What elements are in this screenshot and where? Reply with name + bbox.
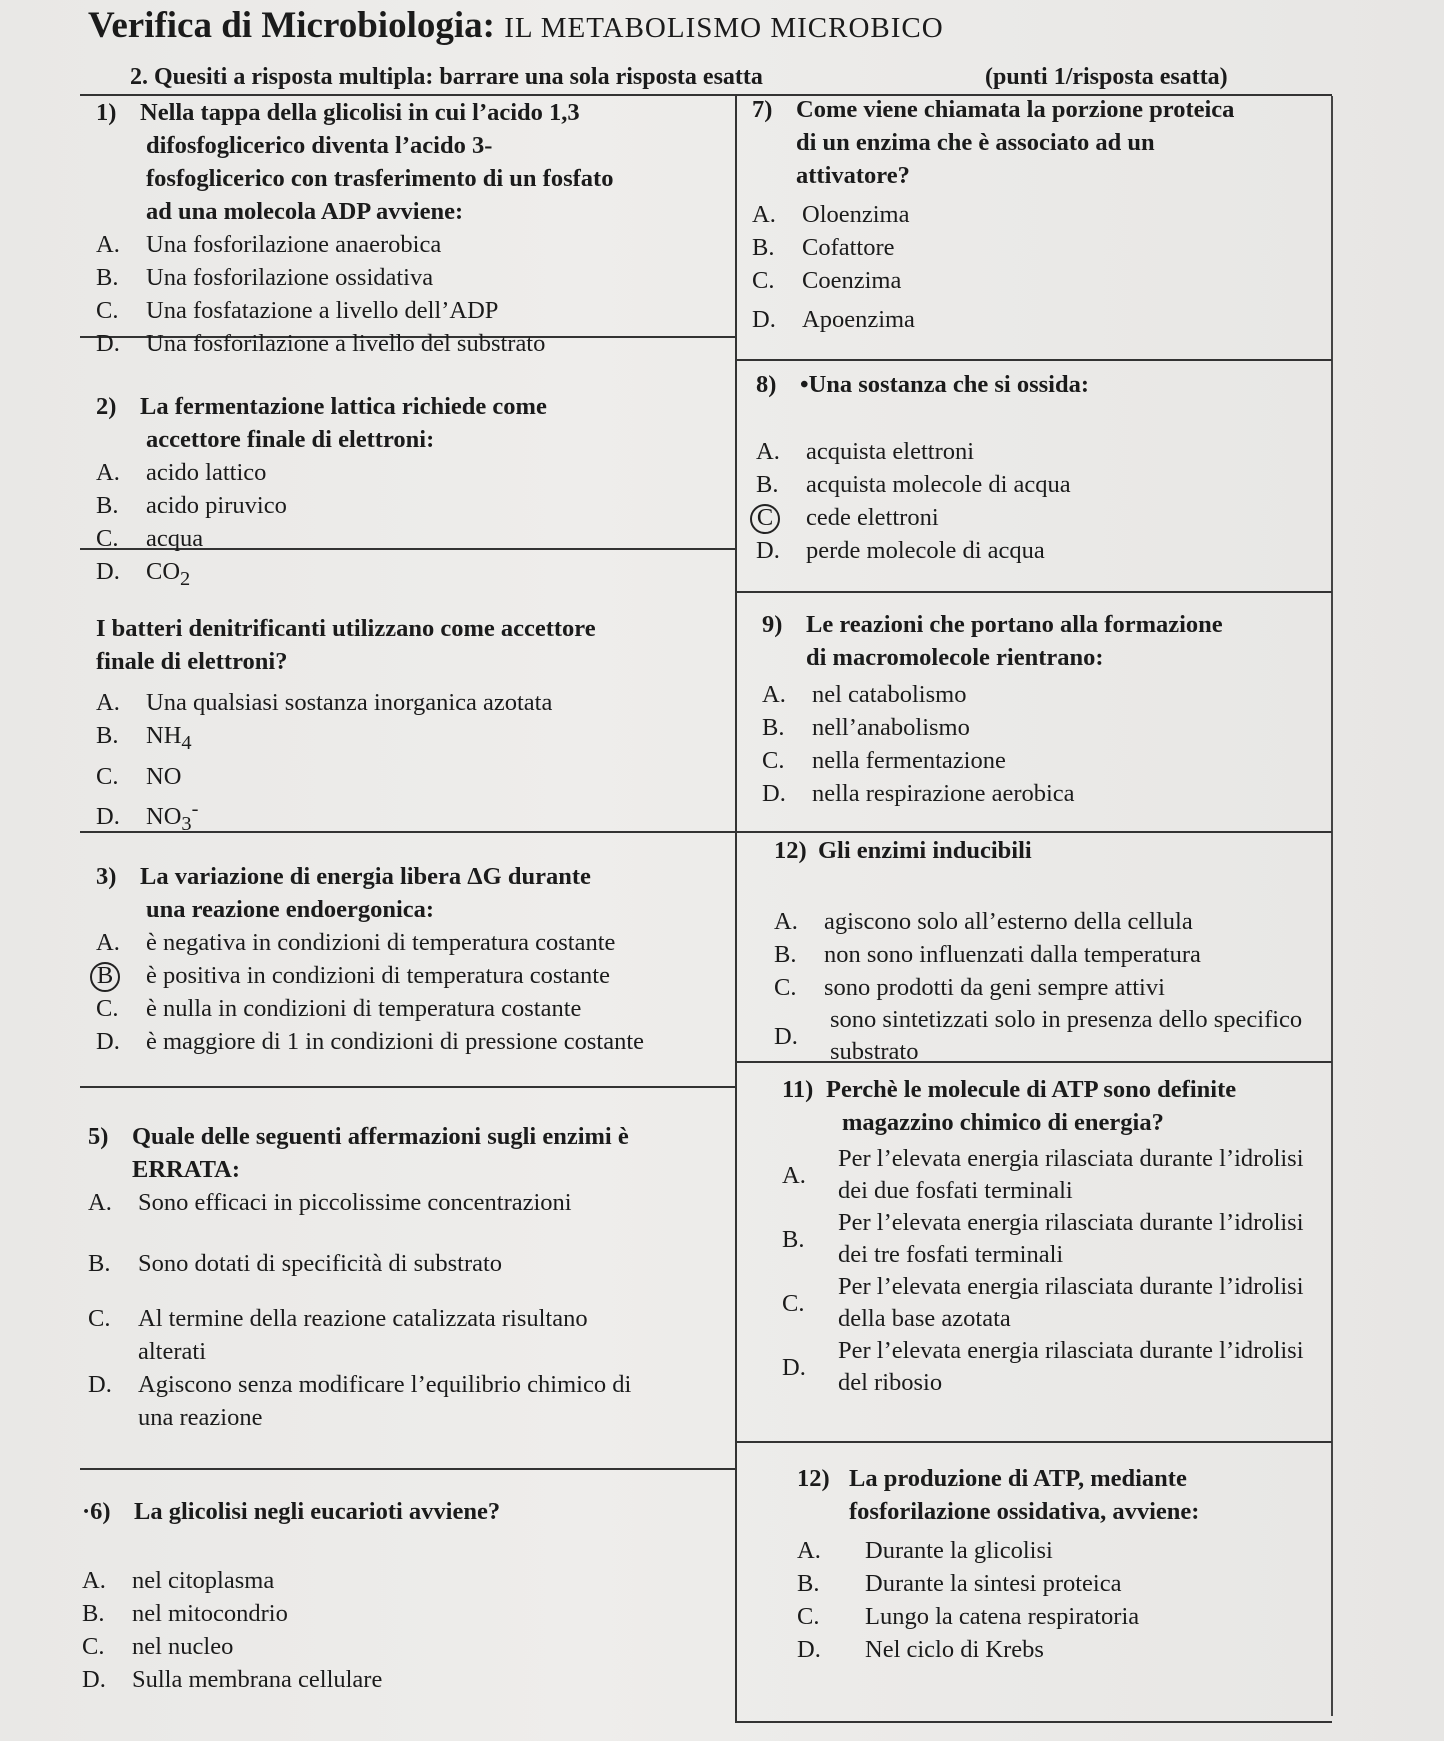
option-text: sono sintetizzati solo in presenza dello specifico <box>830 1006 1303 1033</box>
option-letter: D. <box>756 537 780 564</box>
row-divider <box>735 359 1332 361</box>
option-text-continued: una reazione <box>138 1404 263 1431</box>
answer-option-b[interactable] <box>774 938 1374 971</box>
question-12-atp <box>797 1462 1397 1666</box>
answer-option-d[interactable] <box>756 534 1336 567</box>
stem-line: fosforilazione ossidativa, avviene: <box>849 1498 1200 1525</box>
option-letter: D. <box>797 1636 821 1663</box>
stem-line: ad una molecola ADP avviene: <box>146 198 464 225</box>
answer-option-b[interactable] <box>797 1567 1397 1600</box>
option-letter: A. <box>782 1161 806 1189</box>
option-letter: B. <box>96 492 119 519</box>
question-number: 7) <box>752 96 773 123</box>
option-letter: A. <box>752 201 776 228</box>
answer-option-c[interactable] <box>762 744 1342 777</box>
row-divider <box>80 1086 737 1088</box>
option-letter: B. <box>82 1600 105 1627</box>
option-letter: D. <box>96 330 120 357</box>
question-3 <box>96 860 716 1058</box>
option-letter: C. <box>797 1603 820 1630</box>
option-text: Al termine della reazione catalizzata risultano <box>138 1305 588 1332</box>
question-number: 3) <box>96 863 117 890</box>
option-letter: A. <box>96 459 120 486</box>
option-letter: D. <box>96 803 120 831</box>
option-text: acqua <box>146 525 204 552</box>
option-text: Oloenzima <box>802 201 910 228</box>
answer-option-b-selected[interactable] <box>96 959 716 992</box>
answer-option-c[interactable] <box>96 992 716 1025</box>
option-text-continued: alterati <box>138 1338 207 1365</box>
answer-option-d[interactable] <box>82 1663 722 1696</box>
answer-option-b[interactable] <box>96 489 716 522</box>
option-text: Durante la sintesi proteica <box>865 1570 1122 1597</box>
row-divider <box>735 831 1332 833</box>
answer-option-b[interactable] <box>782 1207 1382 1271</box>
option-text: nella fermentazione <box>812 747 1006 774</box>
option-text: nell’anabolismo <box>812 714 970 741</box>
option-text: Sono efficaci in piccolissime concentrazioni <box>138 1189 572 1216</box>
option-text: perde molecole di acqua <box>806 537 1045 564</box>
option-letter: B. <box>96 722 119 749</box>
option-letter: D. <box>762 780 786 807</box>
question-stem <box>756 368 1336 401</box>
answer-option-c-selected[interactable] <box>756 501 1336 534</box>
stem-line: Quale delle seguenti affermazioni sugli enzimi è <box>132 1123 629 1150</box>
answer-option-b[interactable] <box>96 261 716 294</box>
option-text: acquista elettroni <box>806 438 975 465</box>
option-letter: A. <box>797 1537 821 1564</box>
option-text: NH <box>146 722 182 749</box>
row-divider <box>735 591 1332 593</box>
option-letter: D. <box>774 1022 798 1050</box>
stem-line: accettore finale di elettroni: <box>146 426 435 453</box>
option-text-continued: dei due fosfati terminali <box>838 1177 1073 1204</box>
option-text: Durante la glicolisi <box>865 1537 1053 1564</box>
answer-option-d[interactable] <box>797 1633 1397 1666</box>
question-stem <box>782 1073 1382 1139</box>
selected-answer-circle: B <box>90 962 120 992</box>
row-divider <box>80 1468 737 1470</box>
question-inducible-enzymes <box>774 834 1374 1068</box>
stem-line: Come viene chiamata la porzione proteica <box>796 96 1235 123</box>
option-text-continued: del ribosio <box>838 1369 943 1396</box>
row-divider <box>735 1441 1332 1443</box>
option-letter: D. <box>96 1028 120 1055</box>
option-text: Una fosfatazione a livello dell’ADP <box>146 297 499 324</box>
option-text: è nulla in condizioni di temperatura costante <box>146 995 582 1022</box>
section-instructions: 2. Quesiti a risposta multipla: barrare una sola risposta esatta <box>130 64 763 90</box>
row-divider <box>735 1721 1332 1723</box>
stem-line: magazzino chimico di energia? <box>842 1109 1164 1136</box>
question-stem <box>82 1495 722 1528</box>
question-stem <box>752 93 1332 192</box>
question-stem <box>96 860 716 926</box>
stem-line: Nella tappa della glicolisi in cui l’acido 1,3 <box>140 99 580 126</box>
option-text: acido piruvico <box>146 492 287 519</box>
option-letter: B. <box>752 234 775 261</box>
question-number: ·6) <box>82 1498 111 1525</box>
option-letter: A. <box>88 1189 112 1216</box>
option-letter: B. <box>88 1250 111 1277</box>
stem-line: I batteri denitrificanti utilizzano come accettore <box>96 615 596 642</box>
stem-line: una reazione endoergonica: <box>146 896 435 923</box>
option-letter: C. <box>82 1633 105 1660</box>
option-letter: C. <box>88 1305 111 1332</box>
option-text: nel citoplasma <box>132 1567 275 1594</box>
answer-option-c[interactable] <box>774 971 1374 1004</box>
option-letter: A. <box>96 689 120 716</box>
option-letter: B. <box>782 1225 805 1253</box>
subscript: 4 <box>181 731 192 754</box>
question-number: 1) <box>96 99 117 126</box>
answer-option-a[interactable] <box>96 456 716 489</box>
answer-option-c[interactable] <box>96 760 716 793</box>
option-text: Una fosforilazione a livello del substrato <box>146 330 546 357</box>
answer-option-c[interactable] <box>797 1600 1397 1633</box>
answer-option-b[interactable] <box>96 719 716 760</box>
answer-option-a[interactable] <box>82 1564 722 1597</box>
answer-option-d[interactable] <box>96 1025 716 1058</box>
option-text: Una fosforilazione anaerobica <box>146 231 442 258</box>
option-text: NO <box>146 803 182 831</box>
question-number: 12) <box>774 837 807 864</box>
option-text: Coenzima <box>802 267 902 294</box>
option-text: sono prodotti da geni sempre attivi <box>824 974 1165 1001</box>
stem-line: Gli enzimi inducibili <box>818 837 1032 864</box>
option-text: è maggiore di 1 in condizioni di pressione costante <box>146 1028 645 1055</box>
question-9 <box>762 608 1342 810</box>
option-text: Sulla membrana cellulare <box>132 1666 383 1693</box>
answer-option-c[interactable] <box>88 1302 728 1368</box>
option-text: Per l’elevata energia rilasciata durante l’idrolisi <box>838 1145 1304 1172</box>
stem-line: finale di elettroni? <box>96 648 288 675</box>
option-text: è positiva in condizioni di temperatura costante <box>146 962 610 989</box>
option-text: acquista molecole di acqua <box>806 471 1071 498</box>
option-letter: B. <box>96 264 119 291</box>
answer-option-d[interactable] <box>752 303 1332 336</box>
option-letter: D. <box>82 1666 106 1693</box>
question-7 <box>752 93 1332 336</box>
answer-option-d[interactable] <box>762 777 1342 810</box>
question-1 <box>96 96 716 360</box>
answer-option-b[interactable] <box>756 468 1336 501</box>
stem-line: fosfoglicerico con trasferimento di un fosfato <box>146 165 614 192</box>
answer-option-a[interactable] <box>756 435 1336 468</box>
answer-option-d[interactable] <box>96 327 716 360</box>
superscript: - <box>191 797 199 820</box>
option-text: nel catabolismo <box>812 681 967 708</box>
option-text: Per l’elevata energia rilasciata durante l’idrolisi <box>838 1273 1304 1300</box>
question-5 <box>88 1120 728 1434</box>
answer-option-c[interactable] <box>782 1271 1382 1335</box>
option-letter: A. <box>756 438 780 465</box>
answer-option-a[interactable] <box>96 926 716 959</box>
option-text: nel nucleo <box>132 1633 234 1660</box>
question-8 <box>756 368 1336 567</box>
option-letter: C. <box>96 525 119 552</box>
option-letter: D. <box>88 1371 112 1398</box>
option-text: acido lattico <box>146 459 267 486</box>
option-letter: A. <box>96 929 120 956</box>
answer-option-c[interactable] <box>82 1630 722 1663</box>
stem-line: La fermentazione lattica richiede come <box>140 393 547 420</box>
option-text: Lungo la catena respiratoria <box>865 1603 1140 1630</box>
option-letter: B. <box>762 714 785 741</box>
section-heading <box>130 64 1270 91</box>
question-number: 9) <box>762 611 783 638</box>
option-letter: D. <box>96 558 120 585</box>
answer-option-a[interactable] <box>88 1186 728 1219</box>
answer-option-d[interactable] <box>782 1335 1382 1399</box>
stem-line: La variazione di energia libera ΔG durante <box>140 863 591 890</box>
option-text: Per l’elevata energia rilasciata durante l’idrolisi <box>838 1337 1304 1364</box>
answer-option-b[interactable] <box>762 711 1342 744</box>
option-text-continued: dei tre fosfati terminali <box>838 1241 1064 1268</box>
question-6 <box>82 1495 722 1696</box>
title-subject: IL METABOLISMO MICROBICO <box>504 12 944 44</box>
answer-option-b[interactable] <box>88 1247 728 1280</box>
question-number: 5) <box>88 1123 109 1150</box>
option-text: Agiscono senza modificare l’equilibrio chimico di <box>138 1371 632 1398</box>
option-letter: D. <box>782 1353 806 1381</box>
answer-option-a[interactable] <box>752 198 1332 231</box>
question-number: 11) <box>782 1076 814 1103</box>
option-text: Nel ciclo di Krebs <box>865 1636 1044 1663</box>
stem-line: difosfoglicerico diventa l’acido 3- <box>146 132 493 159</box>
question-number: 8) <box>756 371 777 398</box>
option-text: Una fosforilazione ossidativa <box>146 264 434 291</box>
stem-line: •Una sostanza che si ossida: <box>800 371 1089 398</box>
answer-option-d[interactable] <box>774 1004 1374 1068</box>
stem-line: Le reazioni che portano alla formazione <box>806 611 1223 638</box>
answer-option-a[interactable] <box>797 1534 1397 1567</box>
option-text: CO <box>146 558 181 585</box>
question-stem <box>96 390 716 456</box>
stem-line: di un enzima che è associato ad un <box>796 129 1155 156</box>
option-letter: C. <box>96 762 119 790</box>
answer-option-b[interactable] <box>752 231 1332 264</box>
question-stem <box>88 1120 728 1186</box>
option-letter: C. <box>774 974 797 1001</box>
subscript: 3 <box>181 812 192 835</box>
option-letter: D. <box>752 306 776 333</box>
answer-option-a[interactable] <box>762 678 1342 711</box>
question-denitrifying <box>96 612 716 841</box>
option-text: non sono influenzati dalla temperatura <box>824 941 1201 968</box>
option-text: Una qualsiasi sostanza inorganica azotata <box>146 689 553 716</box>
page-title <box>88 4 944 47</box>
question-number: 2) <box>96 393 117 420</box>
answer-option-d[interactable] <box>88 1368 728 1434</box>
title-main: Verifica di Microbiologia: <box>88 5 495 46</box>
option-text: Apoenzima <box>802 306 915 333</box>
answer-option-c[interactable] <box>752 264 1332 297</box>
option-text: nella respirazione aerobica <box>812 780 1075 807</box>
subscript: 2 <box>180 567 191 590</box>
option-letter: C. <box>752 267 775 294</box>
option-text-continued: substrato <box>830 1038 919 1065</box>
answer-option-a[interactable] <box>782 1143 1382 1207</box>
option-letter: A. <box>762 681 786 708</box>
option-text: Sono dotati di specificità di substrato <box>138 1250 503 1277</box>
answer-option-d[interactable] <box>96 793 716 841</box>
option-letter: C. <box>96 297 119 324</box>
option-text: NO <box>146 762 182 790</box>
points-note: (punti 1/risposta esatta) <box>985 64 1228 90</box>
question-stem <box>96 96 716 228</box>
option-letter: A. <box>774 908 798 935</box>
option-text: nel mitocondrio <box>132 1600 288 1627</box>
stem-line: La glicolisi negli eucarioti avviene? <box>134 1498 501 1525</box>
option-letter: A. <box>82 1567 106 1594</box>
column-divider <box>735 96 737 1721</box>
option-letter: C. <box>782 1289 805 1317</box>
stem-line: ERRATA: <box>132 1156 240 1183</box>
answer-option-a[interactable] <box>96 686 716 719</box>
answer-option-a[interactable] <box>96 228 716 261</box>
option-letter: B. <box>797 1570 820 1597</box>
stem-line: attivatore? <box>796 162 910 189</box>
answer-option-c[interactable] <box>96 522 716 555</box>
option-text: agiscono solo all’esterno della cellula <box>824 908 1193 935</box>
option-text: cede elettroni <box>806 504 939 531</box>
question-stem <box>762 608 1342 674</box>
question-stem <box>774 834 1374 867</box>
selected-answer-circle: C <box>750 504 780 534</box>
stem-line: Perchè le molecule di ATP sono definite <box>826 1076 1237 1103</box>
answer-option-b[interactable] <box>82 1597 722 1630</box>
option-text: Per l’elevata energia rilasciata durante l’idrolisi <box>838 1209 1304 1236</box>
question-stem <box>797 1462 1397 1528</box>
option-text: è negativa in condizioni di temperatura costante <box>146 929 616 956</box>
stem-line: di macromolecole rientrano: <box>806 644 1104 671</box>
question-number: 12) <box>797 1465 830 1492</box>
answer-option-d[interactable] <box>96 555 716 596</box>
option-letter: B. <box>774 941 797 968</box>
question-stem <box>96 612 716 678</box>
answer-option-c[interactable] <box>96 294 716 327</box>
answer-option-a[interactable] <box>774 905 1374 938</box>
option-letter: B. <box>756 471 779 498</box>
stem-line: La produzione di ATP, mediante <box>849 1465 1187 1492</box>
option-text-continued: della base azotata <box>838 1305 1011 1332</box>
option-text: Cofattore <box>802 234 895 261</box>
question-11 <box>782 1073 1382 1399</box>
option-letter: A. <box>96 231 120 258</box>
option-letter: C. <box>96 995 119 1022</box>
question-2 <box>96 390 716 596</box>
option-letter: C. <box>762 747 785 774</box>
